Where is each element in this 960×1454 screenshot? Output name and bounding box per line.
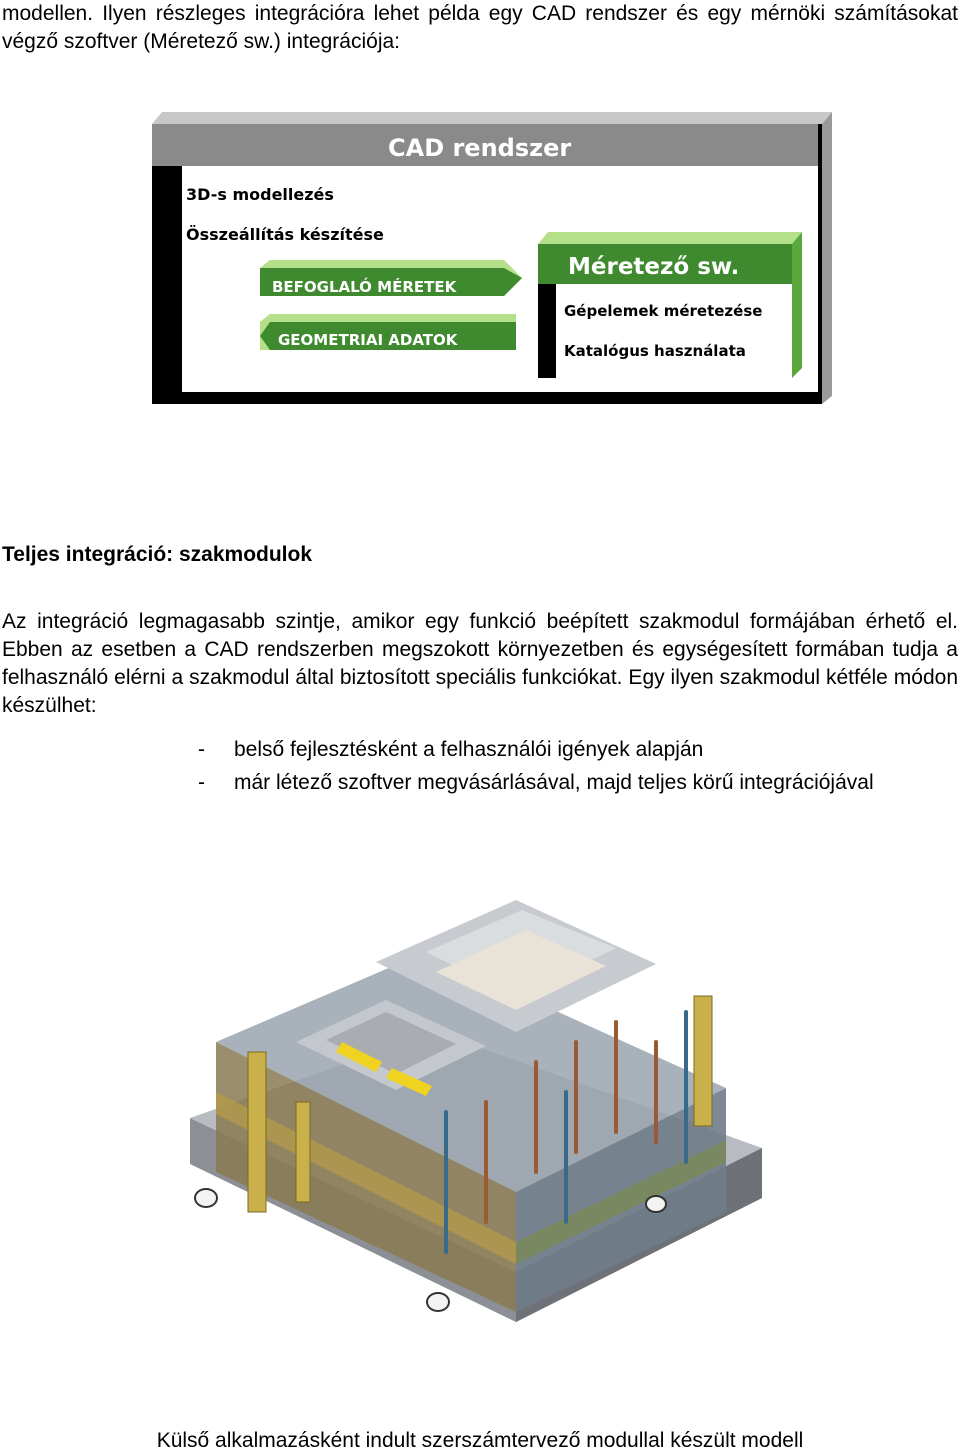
list-marker: - xyxy=(198,771,205,794)
arrow-label-envelope-dimensions: BEFOGLALÓ MÉRETEK xyxy=(272,278,457,296)
mold-graphic xyxy=(186,892,766,1322)
cad-system-title: CAD rendszer xyxy=(388,134,572,162)
cad-integration-diagram xyxy=(152,112,832,408)
intro-paragraph: modellen. Ilyen részleges integrációra lehet példa egy CAD rendszer és egy mérnöki számításokat végző szoftver (Méretező sw.) integrációja: xyxy=(2,2,958,53)
arrow-label-geometry-data: GEOMETRIAI ADATOK xyxy=(278,331,458,349)
cad-item-assembly: Összeállítás készítése xyxy=(186,225,384,244)
mold-model-illustration xyxy=(186,892,766,1322)
section-heading: Teljes integráció: szakmodulok xyxy=(2,543,313,566)
sizing-software-title: Méretező sw. xyxy=(568,254,740,280)
list-item: már létező szoftver megvásárlásával, majd teljes körű integrációjával xyxy=(234,771,874,794)
figure-caption: Külső alkalmazásként indult szerszámtervező modullal készült modell xyxy=(156,1429,804,1452)
sw-item-machine-elements: Gépelemek méretezése xyxy=(564,302,763,320)
cad-item-3d-modeling: 3D-s modellezés xyxy=(186,185,334,204)
sw-item-catalog: Katalógus használata xyxy=(564,342,746,360)
list-marker: - xyxy=(198,738,205,761)
list-item: belső fejlesztésként a felhasználói igények alapján xyxy=(234,738,704,761)
body-paragraph: Az integráció legmagasabb szintje, amikor egy funkció beépített szakmodul formájában érhető el. Ebben az esetben a CAD rendszerben megszokott környezetben és egységesített formában tudja a felhasználó elérni a szakmodul által biztosított speciális funkciókat. Egy ilyen szakmodul kétféle módon készülhet: xyxy=(2,610,958,717)
